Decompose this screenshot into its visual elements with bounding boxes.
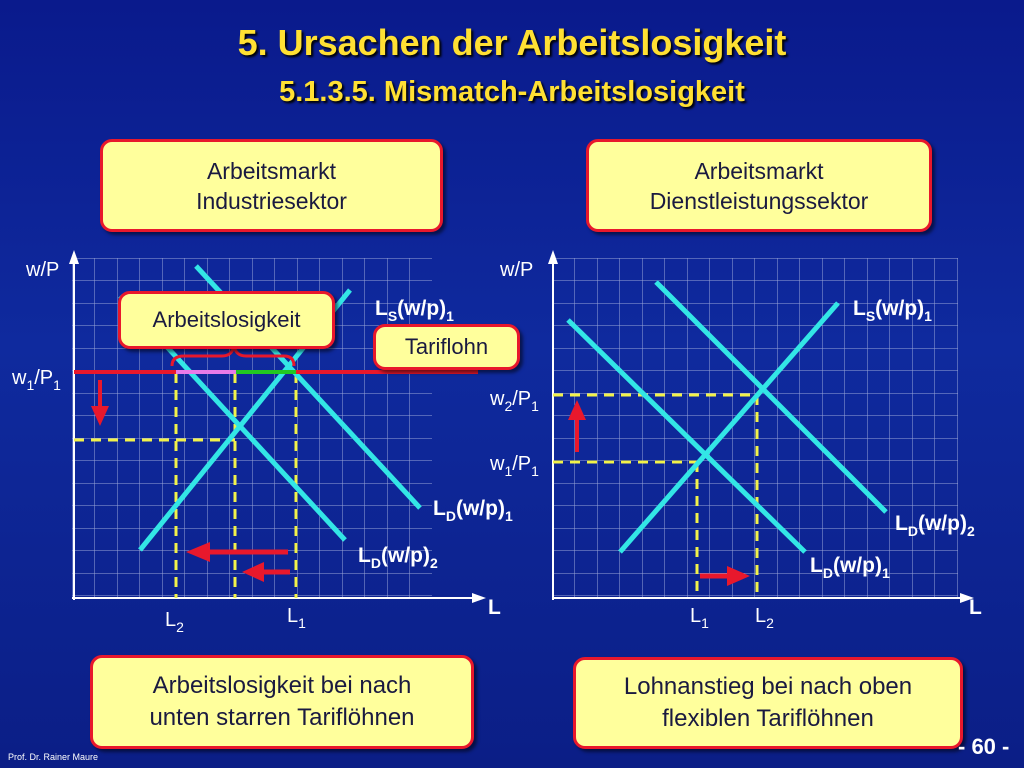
- right-x-axis-label: L: [969, 596, 982, 619]
- right-demand1-label: $L_D(w/p)_1$: [810, 554, 890, 581]
- right-l1-label: $L_1$: [690, 605, 709, 631]
- unemployment-callout-text: Arbeitslosigkeit: [152, 307, 301, 332]
- page-number: - 60 -: [958, 734, 1010, 759]
- right-l2-label: $L_2$: [755, 605, 774, 631]
- unemployment-callout: [118, 291, 335, 349]
- slide-subtitle: 5.1.3.5. Mismatch-Arbeitslosigkeit: [279, 76, 745, 108]
- tariff-wage-callout-text: Tariflohn: [404, 334, 489, 359]
- right-chart: [489, 250, 982, 631]
- right-supply-label: $L_S(w/p)_1$: [853, 297, 932, 324]
- left-header-line1: Arbeitsmarkt: [206, 157, 337, 184]
- left-l2-label: $L_2$: [165, 609, 184, 635]
- left-panel-header: [100, 139, 443, 232]
- left-demand2-label: $L_D(w/p)_2$: [358, 544, 438, 571]
- left-x-axis-arrow: [472, 593, 486, 603]
- right-header-line1: Arbeitsmarkt: [694, 157, 824, 184]
- right-y-axis-arrow: [548, 250, 558, 264]
- left-header-line2: Industriesektor: [196, 187, 347, 214]
- left-wage-label: $w_1/P_1$: [12, 367, 61, 393]
- slide-title: 5. Ursachen der Arbeitslosigkeit: [237, 22, 787, 63]
- tariff-wage-callout: [373, 324, 520, 370]
- left-y-axis-label: w/P: [26, 259, 60, 281]
- left-x-axis-label: L: [488, 596, 501, 619]
- right-header-line2: Dienstleistungssektor: [649, 187, 869, 214]
- right-panel-header: [586, 139, 932, 232]
- right-footer-line2: flexiblen Tariflöhnen: [662, 705, 874, 732]
- right-panel-footer: [573, 657, 963, 749]
- right-w2-label: $w_2/P_1$: [490, 388, 539, 414]
- left-demand1-label: $L_D(w/p)_1$: [433, 497, 513, 524]
- right-y-axis-label: w/P: [500, 259, 534, 281]
- left-footer-line2: unten starren Tariflöhnen: [149, 704, 415, 731]
- right-w1-label: $w_1/P_1$: [490, 453, 539, 479]
- left-footer-line1: Arbeitslosigkeit bei nach: [152, 672, 412, 699]
- right-footer-line1: Lohnanstieg bei nach oben: [623, 673, 913, 700]
- right-demand2-label: $L_D(w/p)_2$: [895, 512, 975, 539]
- left-y-axis-arrow: [69, 250, 79, 264]
- left-supply-label: $L_S(w/p)_1$: [375, 297, 454, 324]
- left-l1-label: $L_1$: [287, 605, 306, 631]
- author-footer: Prof. Dr. Rainer Maure: [8, 752, 99, 762]
- left-panel-footer: [90, 655, 474, 749]
